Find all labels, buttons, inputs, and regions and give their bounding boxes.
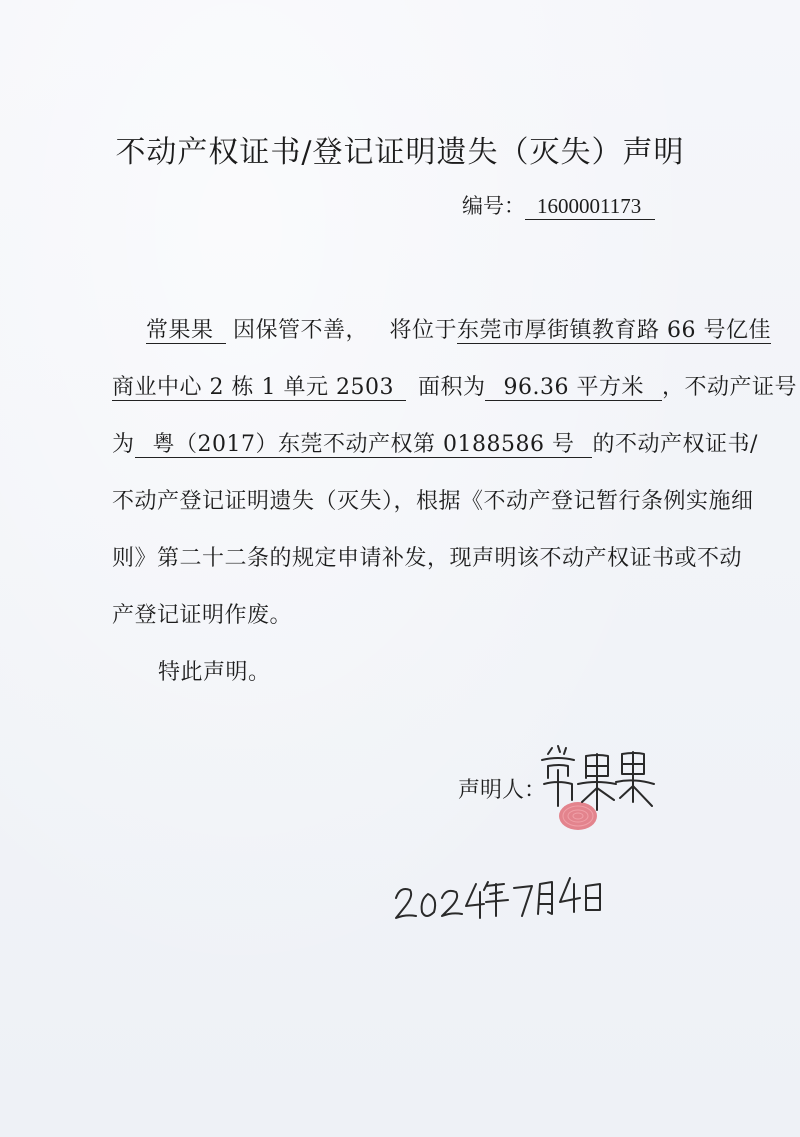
area-value: 96.36 平方米	[485, 375, 661, 401]
certificate-number: 粤（2017）东莞不动产权第 0188586 号	[135, 432, 593, 458]
handwritten-signature	[530, 740, 660, 840]
property-address-part2: 商业中心 2 栋 1 单元 2503	[112, 375, 406, 401]
handwritten-date	[390, 868, 610, 938]
fingerprint-stamp	[559, 802, 597, 830]
body-text-cert-type: 的不动产权证书/	[592, 432, 758, 457]
cert-label: ，不动产证号	[661, 375, 797, 400]
body-line-4: 不动产登记证明遗失（灭失），根据《不动产登记暂行条例实施细	[112, 489, 754, 514]
signature-label: 声明人：	[458, 778, 547, 803]
body-line-3	[112, 427, 758, 458]
body-text-reason: 因保管不善，	[233, 318, 369, 343]
body-line-2	[112, 370, 797, 401]
body-line-5: 则》第二十二条的规定申请补发，现声明该不动产权证书或不动	[112, 546, 743, 571]
closing-statement: 特此声明。	[158, 660, 271, 685]
body-line-1	[146, 313, 771, 344]
property-address-part1: 东莞市厚街镇教育路 66 号亿佳	[457, 318, 772, 343]
body-text-located: 将位于	[389, 318, 458, 343]
document-number-label: 编号：	[462, 194, 525, 218]
area-label: 面积为	[417, 375, 486, 400]
document-number	[462, 190, 655, 220]
body-line-6: 产登记证明作废。	[112, 603, 293, 628]
document-number-value: 1600001173	[525, 194, 655, 220]
body-text-wei: 为	[112, 432, 135, 457]
declarant-name: 常果果	[146, 318, 226, 344]
document-title: 不动产权证书/登记证明遗失（灭失）声明	[115, 135, 685, 170]
